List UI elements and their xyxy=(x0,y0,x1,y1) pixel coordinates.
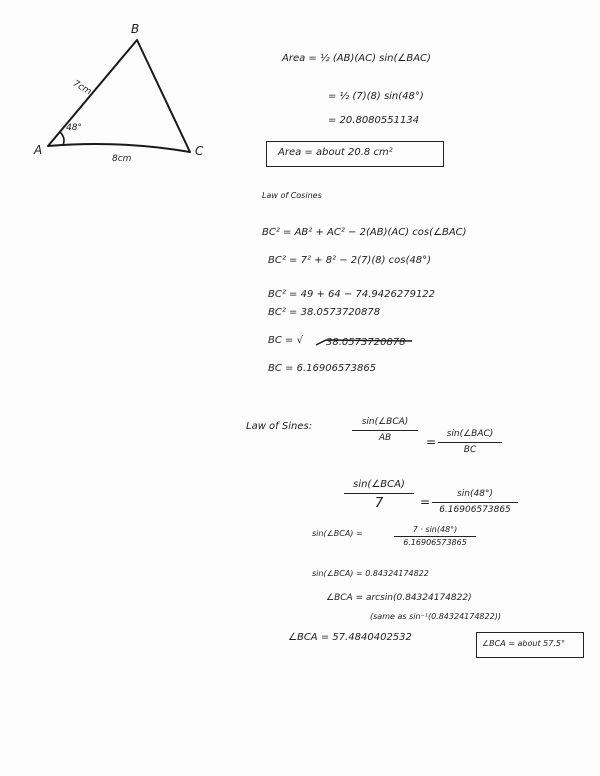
fraction-numerator: 7 · sin(48°) xyxy=(412,525,458,534)
vertex-a-label: A xyxy=(34,143,43,157)
side-ac-label: 8cm xyxy=(112,154,132,164)
angle-a-arc xyxy=(60,132,64,145)
sines-step3-lhs: sin(∠BCA) = xyxy=(312,529,363,538)
sines-equals-1: = xyxy=(426,435,437,449)
sines-fraction-2 xyxy=(438,430,502,455)
sines-answer: ∠BCA = about 57.5° xyxy=(482,639,565,648)
fraction-denominator: AB xyxy=(378,433,392,443)
area-substitution: = ½ (7)(8) sin(48°) xyxy=(328,91,424,102)
area-result: = 20.8080551134 xyxy=(328,115,420,126)
fraction-numerator: sin(∠BCA) xyxy=(361,417,409,427)
vertex-b-label: B xyxy=(131,22,140,36)
sines-fraction-5 xyxy=(394,526,476,547)
cosines-step5-radicand: 38.0573720878 xyxy=(326,337,406,348)
sines-equals-2: = xyxy=(420,495,431,509)
fraction-bar xyxy=(438,442,502,443)
cosines-formula: BC² = AB² + AC² − 2(AB)(AC) cos(∠BAC) xyxy=(262,227,467,238)
fraction-bar xyxy=(432,502,518,503)
fraction-numerator: sin(∠BAC) xyxy=(446,429,494,439)
angle-a-label: 48° xyxy=(66,123,82,133)
sines-fraction-3 xyxy=(344,480,414,510)
fraction-denominator: 6.16906573865 xyxy=(439,505,511,515)
sines-step6: (same as sin⁻¹(0.84324174822)) xyxy=(370,612,501,621)
cosines-result: BC = 6.16906573865 xyxy=(268,363,377,374)
cosines-heading: Law of Cosines xyxy=(262,191,322,200)
sines-step4: sin(∠BCA) = 0.84324174822 xyxy=(312,569,429,578)
cosines-step5-lhs: BC = √ xyxy=(268,335,303,346)
fraction-bar xyxy=(394,536,476,537)
side-ab-label: 7cm xyxy=(71,78,93,98)
sines-heading: Law of Sines: xyxy=(246,421,313,432)
fraction-numerator: sin(48°) xyxy=(457,489,493,499)
fraction-bar xyxy=(352,430,418,431)
sines-step5: ∠BCA = arcsin(0.84324174822) xyxy=(326,593,472,603)
cosines-step4: BC² = 38.0573720878 xyxy=(268,307,381,318)
area-formula: Area = ½ (AB)(AC) sin(∠BAC) xyxy=(282,53,431,64)
sines-result: ∠BCA = 57.4840402532 xyxy=(288,632,412,643)
fraction-denominator: 7 xyxy=(374,496,384,511)
cosines-step3: BC² = 49 + 64 − 74.9426279122 xyxy=(268,289,436,300)
area-answer: Area = about 20.8 cm² xyxy=(278,147,393,158)
sines-fraction-4 xyxy=(432,490,518,515)
triangle-outline xyxy=(48,40,190,152)
fraction-bar xyxy=(344,493,414,494)
cosines-substitution: BC² = 7² + 8² − 2(7)(8) cos(48°) xyxy=(268,255,432,266)
fraction-denominator: 6.16906573865 xyxy=(403,538,467,547)
vertex-c-label: C xyxy=(195,144,204,158)
sines-fraction-1 xyxy=(352,418,418,443)
fraction-numerator: sin(∠BCA) xyxy=(353,479,405,490)
fraction-denominator: BC xyxy=(463,445,477,455)
